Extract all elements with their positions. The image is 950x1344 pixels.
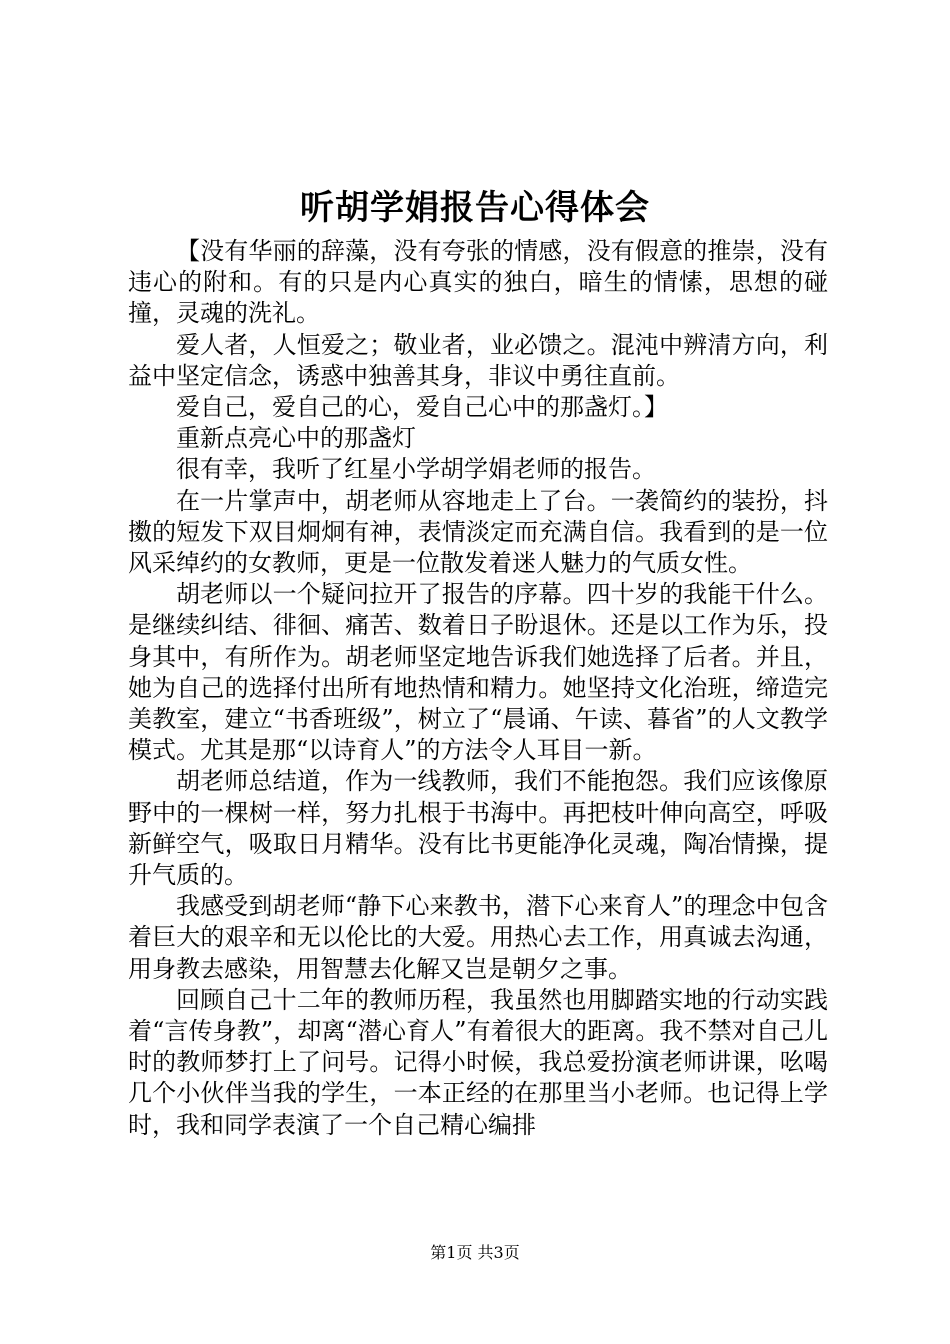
paragraph: 我感受到胡老师“静下心来教书，潜下心来育人”的理念中包含着巨大的艰辛和无以伦比的大爱。用热心去工作，用真诚去沟通，用身教去感染，用智慧去化解又岂是朝夕之事。 [128,892,828,983]
document-title: 听胡学娟报告心得体会 [300,188,650,228]
paragraph: 胡老师总结道，作为一线教师，我们不能抱怨。我们应该像原野中的一棵树一样，努力扎根于书海中。再把枝叶伸向高空，呼吸新鲜空气，吸取日月精华。没有比书更能净化灵魂，陶冶情操，提升气质的。 [128,767,828,890]
paragraph: 胡老师以一个疑问拉开了报告的序幕。四十岁的我能干什么。是继续纠结、徘徊、痛苦、数着日子盼退休。还是以工作为乐，投身其中，有所作为。胡老师坚定地告诉我们她选择了后者。并且，她为自己的选择付出所有地热情和精力。她坚持文化治班，缔造完美教室，建立“书香班级”，树立了“晨诵、午读、暮省”的人文教学模式。尤其是那“以诗育人”的方法令人耳目一新。 [128,580,828,765]
paragraph: 很有幸，我听了红星小学胡学娟老师的报告。 [176,455,656,484]
paragraph: 【没有华丽的辞藻，没有夸张的情感，没有假意的推崇，没有违心的附和。有的只是内心真实的独白，暗生的情愫，思想的碰撞，灵魂的洗礼。 [128,237,828,328]
paragraph: 回顾自己十二年的教师历程，我虽然也用脚踏实地的行动实践着“言传身教”，却离“潜心育人”有着很大的距离。我不禁对自己儿时的教师梦打上了问号。记得小时候，我总爱扮演老师讲课，吆喝几个小伙伴当我的学生，一本正经的在那里当小老师。也记得上学时，我和同学表演了一个自己精心编排 [128,985,828,1139]
paragraph: 爱人者，人恒爱之；敬业者，业必馈之。混沌中辨清方向，利益中坚定信念，诱惑中独善其身，非议中勇往直前。 [128,330,828,390]
paragraph: 爱自己，爱自己的心，爱自己心中的那盏灯。】 [176,393,668,422]
document-body [128,236,828,1141]
page-number-footer: 第1页 共3页 [430,1243,520,1262]
paragraph: 在一片掌声中，胡老师从容地走上了台。一袭简约的装扮，抖擞的短发下双目炯炯有神，表情淡定而充满自信。我看到的是一位风采绰约的女教师，更是一位散发着迷人魅力的气质女性。 [128,486,828,578]
section-heading: 重新点亮心中的那盏灯 [176,424,416,453]
